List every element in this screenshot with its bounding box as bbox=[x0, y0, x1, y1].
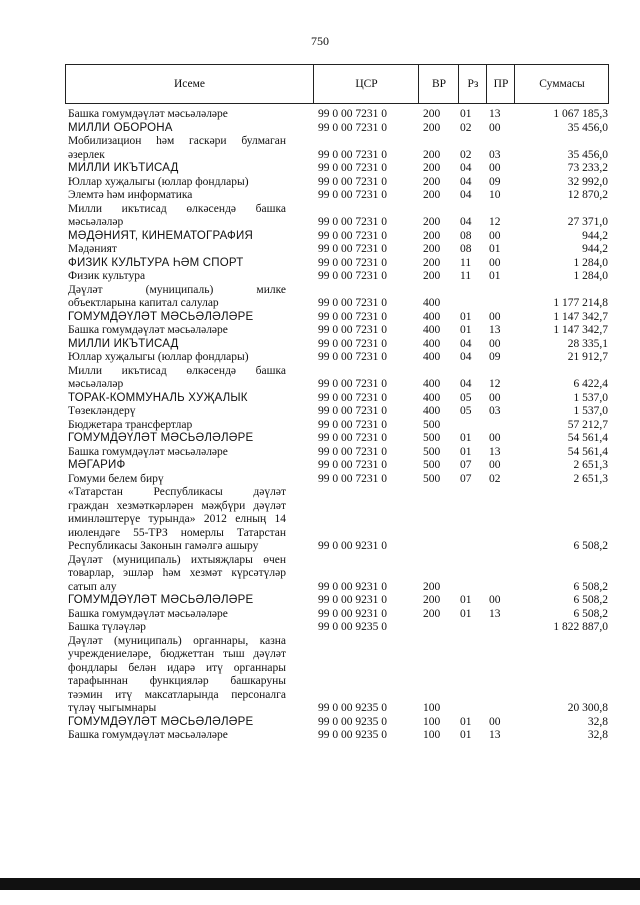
row-pr: 03 bbox=[489, 405, 501, 417]
row-pr: 12 bbox=[489, 216, 501, 228]
row-csr: 99 0 00 7231 0 bbox=[318, 148, 387, 161]
table-row bbox=[68, 324, 608, 338]
row-pr: 13 bbox=[489, 729, 501, 741]
row-sum: 35 456,0 bbox=[567, 148, 608, 161]
table-row bbox=[68, 257, 608, 271]
row-pr: 00 bbox=[489, 715, 501, 728]
row-name bbox=[68, 324, 286, 338]
row-sum: 54 561,4 bbox=[567, 445, 608, 458]
row-name bbox=[68, 621, 286, 635]
table-row bbox=[68, 162, 608, 176]
row-csr: 99 0 00 7231 0 bbox=[318, 418, 387, 431]
row-csr: 99 0 00 7231 0 bbox=[318, 472, 387, 485]
row-name bbox=[68, 230, 286, 244]
row-name-line: Башка гомумдәүләт мәсьәләләре bbox=[68, 445, 228, 458]
row-pr: 00 bbox=[489, 594, 501, 606]
table-row bbox=[68, 716, 608, 730]
row-csr: 99 0 00 7231 0 bbox=[318, 270, 387, 282]
row-name bbox=[68, 392, 286, 406]
row-rz: 01 bbox=[460, 324, 472, 336]
table-row bbox=[68, 459, 608, 473]
row-pr: 09 bbox=[489, 351, 501, 363]
row-name-line: Бюджетара трансфертлар bbox=[68, 418, 193, 431]
row-pr: 00 bbox=[489, 459, 501, 471]
row-vr: 100 bbox=[423, 715, 441, 728]
row-sum: 57 212,7 bbox=[567, 418, 608, 431]
row-sum: 2 651,3 bbox=[573, 472, 608, 485]
row-name-line: Мәдәният bbox=[68, 243, 117, 255]
row-vr: 200 bbox=[423, 162, 441, 174]
row-name-line: МИЛЛИ ИКЪТИСАД bbox=[68, 162, 179, 174]
row-name-line: ГОМУМДӘҮЛӘТ МӘСЬӘЛӘЛӘРЕ bbox=[68, 594, 254, 606]
row-csr: 99 0 00 7231 0 bbox=[318, 256, 387, 269]
row-name bbox=[68, 203, 286, 230]
row-sum: 20 300,8 bbox=[567, 702, 608, 714]
row-csr: 99 0 00 7231 0 bbox=[318, 405, 387, 417]
row-name bbox=[68, 338, 286, 352]
row-name-line: Республикасы Законын гамәлгә ашыру bbox=[68, 540, 259, 552]
table-row bbox=[68, 189, 608, 203]
row-sum: 6 422,4 bbox=[573, 378, 608, 390]
row-name bbox=[68, 554, 286, 595]
row-name-line: ФИЗИК КУЛЬТУРА ҺӘМ СПОРТ bbox=[68, 256, 244, 269]
row-pr: 12 bbox=[489, 378, 501, 390]
row-vr: 200 bbox=[423, 108, 441, 120]
row-csr: 99 0 00 9235 0 bbox=[318, 621, 387, 633]
row-pr: 02 bbox=[489, 472, 501, 485]
row-name-line: Башка гомумдәүләт мәсьәләләре bbox=[68, 729, 228, 741]
row-sum: 1 067 185,3 bbox=[553, 108, 608, 120]
row-name bbox=[68, 122, 286, 136]
row-name-line: ГОМУМДӘҮЛӘТ МӘСЬӘЛӘЛӘРЕ bbox=[68, 310, 254, 323]
row-name bbox=[68, 176, 286, 190]
row-name-line: МИЛЛИ ИКЪТИСАД bbox=[68, 337, 179, 350]
table-row bbox=[68, 108, 608, 122]
row-rz: 08 bbox=[460, 243, 472, 255]
table-body bbox=[68, 108, 608, 743]
row-sum: 1 537,0 bbox=[573, 391, 608, 404]
row-vr: 100 bbox=[423, 729, 441, 741]
table-row bbox=[68, 621, 608, 635]
row-vr: 200 bbox=[423, 607, 441, 620]
row-name bbox=[68, 108, 286, 122]
row-csr: 99 0 00 7231 0 bbox=[318, 324, 387, 336]
row-name-line: МӘДӘНИЯТ, КИНЕМАТОГРАФИЯ bbox=[68, 229, 253, 242]
row-sum: 28 335,1 bbox=[567, 337, 608, 350]
row-csr: 99 0 00 7231 0 bbox=[318, 229, 387, 242]
row-vr: 400 bbox=[423, 378, 441, 390]
row-name-line: товарлар, эшләр һәм хезмәт күрсәтүләр bbox=[68, 567, 286, 579]
row-rz: 02 bbox=[460, 148, 472, 161]
row-pr: 00 bbox=[489, 391, 501, 404]
row-sum: 1 177 214,8 bbox=[553, 297, 608, 309]
table-row bbox=[68, 230, 608, 244]
row-vr: 200 bbox=[423, 270, 441, 282]
row-name-line: Мобилизацион һәм гаскәри булмаган bbox=[68, 135, 286, 147]
row-sum: 32,8 bbox=[587, 715, 608, 728]
row-name-line: МИЛЛИ ОБОРОНА bbox=[68, 121, 173, 134]
row-name-line: МӘГАРИФ bbox=[68, 459, 126, 471]
row-csr: 99 0 00 7231 0 bbox=[318, 108, 387, 120]
row-name-line: тәэмин итү максатларында персоналга bbox=[68, 688, 286, 701]
row-csr: 99 0 00 9231 0 bbox=[318, 580, 387, 593]
row-rz: 05 bbox=[460, 391, 472, 404]
table-row bbox=[68, 635, 608, 716]
row-sum: 944,2 bbox=[582, 243, 608, 255]
row-name bbox=[68, 459, 286, 473]
row-sum: 944,2 bbox=[582, 229, 608, 242]
row-vr: 200 bbox=[423, 148, 441, 161]
row-name-line: объектларына капитал салулар bbox=[68, 297, 219, 309]
row-sum: 6 508,2 bbox=[573, 540, 608, 552]
row-pr: 03 bbox=[489, 148, 501, 161]
row-name bbox=[68, 635, 286, 716]
row-csr: 99 0 00 7231 0 bbox=[318, 189, 387, 201]
row-rz: 04 bbox=[460, 189, 472, 201]
table-row bbox=[68, 284, 608, 311]
row-rz: 11 bbox=[460, 270, 472, 282]
header-sum: Суммасы bbox=[514, 65, 609, 103]
row-name bbox=[68, 257, 286, 271]
table-row bbox=[68, 729, 608, 743]
row-csr: 99 0 00 7231 0 bbox=[318, 351, 387, 363]
row-pr: 13 bbox=[489, 324, 501, 336]
row-sum: 21 912,7 bbox=[567, 351, 608, 363]
row-vr: 500 bbox=[423, 418, 441, 431]
row-name-line: Башка түләүләр bbox=[68, 621, 146, 633]
row-rz: 01 bbox=[460, 445, 472, 458]
row-name bbox=[68, 608, 286, 622]
row-rz: 07 bbox=[460, 459, 472, 471]
table-row bbox=[68, 122, 608, 136]
row-vr: 400 bbox=[423, 337, 441, 350]
row-rz: 04 bbox=[460, 378, 472, 390]
row-sum: 27 371,0 bbox=[567, 216, 608, 228]
row-name-line: ГОМУМДӘҮЛӘТ МӘСЬӘЛӘЛӘРЕ bbox=[68, 432, 254, 444]
table-row bbox=[68, 365, 608, 392]
row-sum: 1 537,0 bbox=[573, 405, 608, 417]
row-csr: 99 0 00 7231 0 bbox=[318, 378, 387, 390]
row-pr: 13 bbox=[489, 607, 501, 620]
header-rz: Рз bbox=[458, 65, 487, 103]
row-vr: 200 bbox=[423, 189, 441, 201]
row-name-line: мәсьәләләр bbox=[68, 216, 124, 228]
row-name bbox=[68, 189, 286, 203]
table-row bbox=[68, 243, 608, 257]
row-vr: 500 bbox=[423, 445, 441, 458]
row-vr: 400 bbox=[423, 310, 441, 323]
table-row bbox=[68, 608, 608, 622]
row-rz: 04 bbox=[460, 175, 472, 188]
row-rz: 02 bbox=[460, 121, 472, 134]
row-vr: 200 bbox=[423, 121, 441, 134]
row-name bbox=[68, 243, 286, 257]
row-name bbox=[68, 284, 286, 311]
row-name bbox=[68, 473, 286, 487]
row-name-line: түләү чыгымнары bbox=[68, 702, 157, 714]
row-csr: 99 0 00 7231 0 bbox=[318, 445, 387, 458]
row-vr: 400 bbox=[423, 405, 441, 417]
row-pr: 01 bbox=[489, 243, 501, 255]
row-name bbox=[68, 311, 286, 325]
table-row bbox=[68, 473, 608, 487]
table-row bbox=[68, 135, 608, 162]
row-sum: 12 870,2 bbox=[567, 189, 608, 201]
row-csr: 99 0 00 7231 0 bbox=[318, 243, 387, 255]
row-rz: 08 bbox=[460, 229, 472, 242]
row-vr: 400 bbox=[423, 297, 441, 309]
row-name-line: иминләштерүе турында» 2012 елның 14 bbox=[68, 513, 286, 525]
table-row bbox=[68, 338, 608, 352]
row-pr: 00 bbox=[489, 310, 501, 323]
row-vr: 500 bbox=[423, 472, 441, 485]
row-sum: 1 284,0 bbox=[573, 270, 608, 282]
row-rz: 07 bbox=[460, 472, 472, 485]
row-sum: 35 456,0 bbox=[567, 121, 608, 134]
table-row bbox=[68, 594, 608, 608]
row-csr: 99 0 00 7231 0 bbox=[318, 297, 387, 309]
row-name-line: сатып алу bbox=[68, 580, 117, 593]
row-rz: 04 bbox=[460, 351, 472, 363]
row-rz: 01 bbox=[460, 607, 472, 620]
row-pr: 00 bbox=[489, 432, 501, 444]
row-name-line: Дәүләт (муниципаль) ихтыяҗлары өчен bbox=[68, 553, 286, 566]
row-pr: 13 bbox=[489, 445, 501, 458]
header-name: Исеме bbox=[173, 78, 206, 90]
table-header bbox=[65, 64, 609, 104]
row-sum: 1 147 342,7 bbox=[553, 310, 608, 323]
row-name-line: Башка гомумдәүләт мәсьәләләре bbox=[68, 324, 228, 336]
row-pr: 00 bbox=[489, 337, 501, 350]
row-rz: 01 bbox=[460, 715, 472, 728]
row-name-line: әзерлек bbox=[68, 148, 105, 161]
row-vr: 400 bbox=[423, 391, 441, 404]
row-name-line: Башка гомумдәүләт мәсьәләләре bbox=[68, 108, 228, 120]
footer-bar bbox=[0, 878, 640, 890]
row-csr: 99 0 00 7231 0 bbox=[318, 459, 387, 471]
row-vr: 400 bbox=[423, 324, 441, 336]
row-vr: 500 bbox=[423, 432, 441, 444]
row-sum: 2 651,3 bbox=[573, 459, 608, 471]
row-rz: 01 bbox=[460, 310, 472, 323]
row-name-line: Дәүләт (муниципаль) милке bbox=[68, 283, 286, 296]
row-name bbox=[68, 270, 286, 284]
row-pr: 00 bbox=[489, 229, 501, 242]
header-vr: ВР bbox=[418, 65, 459, 103]
row-csr: 99 0 00 9235 0 bbox=[318, 702, 387, 714]
row-name-line: Юллар хуҗалыгы (юллар фондлары) bbox=[68, 175, 249, 188]
table-row bbox=[68, 405, 608, 419]
row-name bbox=[68, 446, 286, 460]
row-csr: 99 0 00 9231 0 bbox=[318, 594, 387, 606]
table-row bbox=[68, 203, 608, 230]
row-vr: 400 bbox=[423, 351, 441, 363]
header-pr: ПР bbox=[486, 65, 515, 103]
row-csr: 99 0 00 7231 0 bbox=[318, 391, 387, 404]
row-sum: 1 822 887,0 bbox=[553, 621, 608, 633]
row-name-line: Юллар хуҗалыгы (юллар фондлары) bbox=[68, 351, 249, 363]
row-name bbox=[68, 716, 286, 730]
row-csr: 99 0 00 7231 0 bbox=[318, 216, 387, 228]
row-rz: 01 bbox=[460, 729, 472, 741]
table-row bbox=[68, 351, 608, 365]
table-row bbox=[68, 554, 608, 595]
row-rz: 01 bbox=[460, 108, 472, 120]
table-row bbox=[68, 392, 608, 406]
row-sum: 54 561,4 bbox=[567, 432, 608, 444]
table-row bbox=[68, 176, 608, 190]
row-csr: 99 0 00 7231 0 bbox=[318, 175, 387, 188]
row-name-line: мәсьәләләр bbox=[68, 378, 124, 390]
table-row bbox=[68, 486, 608, 554]
row-pr: 01 bbox=[489, 270, 501, 282]
table-row bbox=[68, 270, 608, 284]
row-pr: 00 bbox=[489, 162, 501, 174]
row-rz: 04 bbox=[460, 162, 472, 174]
row-rz: 11 bbox=[460, 256, 472, 269]
row-sum: 1 147 342,7 bbox=[553, 324, 608, 336]
row-rz: 05 bbox=[460, 405, 472, 417]
row-name-line: Башка гомумдәүләт мәсьәләләре bbox=[68, 607, 228, 620]
row-csr: 99 0 00 9231 0 bbox=[318, 540, 387, 552]
row-name bbox=[68, 365, 286, 392]
row-name bbox=[68, 162, 286, 176]
row-pr: 09 bbox=[489, 175, 501, 188]
row-sum: 32,8 bbox=[587, 729, 608, 741]
row-vr: 200 bbox=[423, 175, 441, 188]
row-sum: 1 284,0 bbox=[573, 256, 608, 269]
table-row bbox=[68, 432, 608, 446]
row-name bbox=[68, 135, 286, 162]
row-csr: 99 0 00 7231 0 bbox=[318, 162, 387, 174]
row-vr: 200 bbox=[423, 580, 441, 593]
row-csr: 99 0 00 7231 0 bbox=[318, 337, 387, 350]
row-name-line: Милли икътисад өлкәсендә башка bbox=[68, 202, 286, 215]
row-name-line: тарафыннан функцияләр башкаруны bbox=[68, 675, 286, 687]
row-vr: 200 bbox=[423, 594, 441, 606]
row-csr: 99 0 00 9235 0 bbox=[318, 715, 387, 728]
row-pr: 10 bbox=[489, 189, 501, 201]
row-csr: 99 0 00 9235 0 bbox=[318, 729, 387, 741]
row-name bbox=[68, 729, 286, 743]
row-name bbox=[68, 486, 286, 554]
row-name-line: «Татарстан Республикасы дәүләт bbox=[68, 486, 286, 498]
row-sum: 32 992,0 bbox=[567, 175, 608, 188]
row-name-line: ТОРАК-КОММУНАЛЬ ХУҖАЛЫК bbox=[68, 391, 248, 404]
row-csr: 99 0 00 7231 0 bbox=[318, 432, 387, 444]
row-sum: 6 508,2 bbox=[573, 594, 608, 606]
row-name-line: Төзекләндерү bbox=[68, 405, 136, 417]
table-row bbox=[68, 446, 608, 460]
row-name bbox=[68, 432, 286, 446]
row-name-line: Физик культура bbox=[68, 270, 146, 282]
row-vr: 500 bbox=[423, 459, 441, 471]
row-vr: 200 bbox=[423, 229, 441, 242]
row-name bbox=[68, 594, 286, 608]
row-sum: 6 508,2 bbox=[573, 607, 608, 620]
row-pr: 13 bbox=[489, 108, 501, 120]
row-name-line: граждан хезмәткәрләрен мәҗбүри дәүләт bbox=[68, 499, 286, 512]
row-name-line: Дәүләт (муниципаль) органнары, казна bbox=[68, 634, 286, 647]
row-name-line: Элемтә һәм информатика bbox=[68, 189, 193, 201]
table-row bbox=[68, 419, 608, 433]
row-csr: 99 0 00 7231 0 bbox=[318, 121, 387, 134]
row-pr: 00 bbox=[489, 256, 501, 269]
row-rz: 04 bbox=[460, 337, 472, 350]
row-sum: 6 508,2 bbox=[573, 580, 608, 593]
row-vr: 200 bbox=[423, 256, 441, 269]
row-csr: 99 0 00 9231 0 bbox=[318, 607, 387, 620]
row-name-line: фондлары белән идарә итү органнары bbox=[68, 661, 286, 674]
row-rz: 01 bbox=[460, 432, 472, 444]
row-name-line: ГОМУМДӘҮЛӘТ МӘСЬӘЛӘЛӘРЕ bbox=[68, 715, 254, 728]
table-row bbox=[68, 311, 608, 325]
row-name-line: учреждениеләре, бюджеттан тыш дәүләт bbox=[68, 648, 286, 660]
row-vr: 200 bbox=[423, 243, 441, 255]
row-name bbox=[68, 419, 286, 433]
row-name bbox=[68, 351, 286, 365]
row-csr: 99 0 00 7231 0 bbox=[318, 310, 387, 323]
page-number: 750 bbox=[311, 34, 329, 48]
row-sum: 73 233,2 bbox=[567, 162, 608, 174]
row-vr: 200 bbox=[423, 216, 441, 228]
row-name-line: Гомуми белем бирү bbox=[68, 472, 164, 485]
row-name-line: Милли икътисад өлкәсендә башка bbox=[68, 364, 286, 377]
row-name bbox=[68, 405, 286, 419]
row-vr: 100 bbox=[423, 702, 441, 714]
header-csr: ЦСР bbox=[313, 65, 419, 103]
row-pr: 00 bbox=[489, 121, 501, 134]
row-rz: 04 bbox=[460, 216, 472, 228]
row-rz: 01 bbox=[460, 594, 472, 606]
row-name-line: июлендәге 55-ТРЗ номерлы Татарстан bbox=[68, 526, 286, 539]
